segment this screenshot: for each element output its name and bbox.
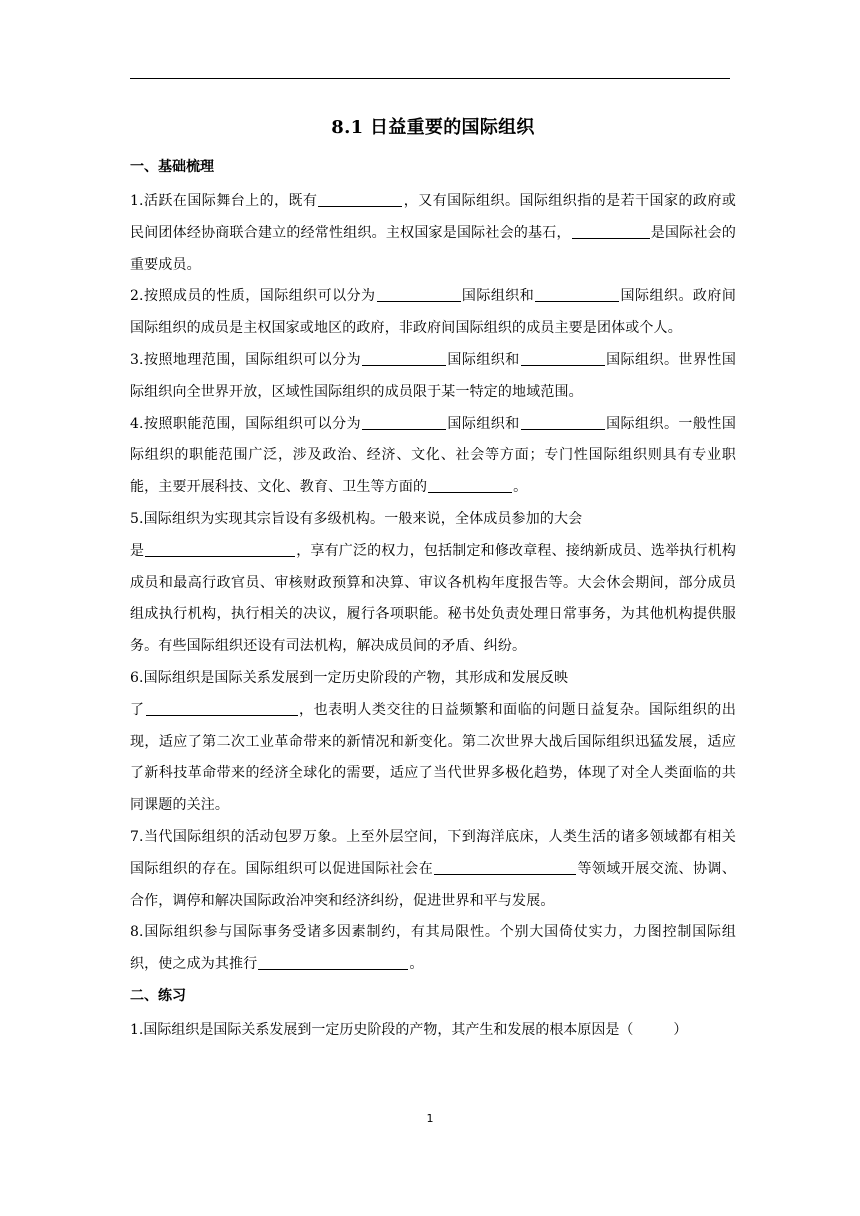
question-1-text: 1.国际组织是国际关系发展到一定历史阶段的产物，其产生和发展的根本原因是（ xyxy=(130,1021,634,1038)
paragraph-7-text-a: 7.当代国际组织的活动包罗万象。上至外层空间，下到海洋底床，人类生活的诸多领域都有相关国际组织的存在。国际组织可以促进国际社会在 xyxy=(130,828,736,877)
paragraph-5-text-a: 5.国际组织为实现其宗旨设有多级机构。一般来说，全体成员参加的大会 xyxy=(130,510,583,527)
paragraph-8-text-a: 8.国际组织参与国际事务受诸多因素制约，有其局限性。个别大国倚仗实力，力图控制国际组织，使之成为其推行 xyxy=(130,924,736,973)
paragraph-4-text-d: 。 xyxy=(513,479,528,496)
paragraph-4 xyxy=(130,409,736,504)
page-title: 8.1 日益重要的国际组织 xyxy=(331,117,535,138)
fill-blank[interactable] xyxy=(434,860,576,875)
fill-blank[interactable] xyxy=(521,415,605,430)
paragraph-3-text-b: 国际组织和 xyxy=(447,351,520,368)
paragraph-1-text-b: ，又有国际组织。国际组织指的是若干国家的政府或民间团体经协商联合建立的经常性组织。主权国家是国际社会的基石， xyxy=(130,193,736,241)
paragraph-7-text-b: 等领域开展交流、协调、合作，调停和解决国际政治冲突和经济纠纷，促进世界和平与发展。 xyxy=(130,860,736,909)
document-body xyxy=(130,114,736,1047)
paragraph-1-text-c: 是国际社会的重要成员。 xyxy=(130,224,736,273)
paragraph-5 xyxy=(130,504,736,663)
fill-blank[interactable] xyxy=(535,287,619,302)
paragraph-2 xyxy=(130,281,736,345)
paragraph-6-text-c: ，也表明人类交往的日益频繁和面临的问题日益复杂。国际组织的出现，适应了第二次工业革命带来的新情况和新变化。第二次世界大战后国际组织迅猛发展，适应了新科技革命带来的经济全球化的需要，适应了当代世界多极化趋势，体现了对全人类面临的共同课题的关注。 xyxy=(130,701,737,814)
fill-blank[interactable] xyxy=(318,192,402,207)
paragraph-1 xyxy=(130,186,736,281)
section-heading-practice: 二、练习 xyxy=(130,987,186,1004)
header-rule xyxy=(130,78,730,79)
paragraph-8 xyxy=(130,917,736,981)
fill-blank[interactable] xyxy=(362,351,446,366)
fill-blank[interactable] xyxy=(377,287,461,302)
paragraph-6-text-b: 了 xyxy=(130,701,145,718)
fill-blank[interactable] xyxy=(572,224,650,239)
paragraph-7 xyxy=(130,822,736,917)
fill-blank[interactable] xyxy=(362,415,446,430)
question-1-close: ） xyxy=(673,1021,688,1038)
paragraph-4-text-a: 4.按照职能范围，国际组织可以分为 xyxy=(130,415,362,432)
question-1 xyxy=(130,1015,736,1047)
paragraph-6 xyxy=(130,663,736,822)
page-number: 1 xyxy=(426,1112,434,1125)
fill-blank[interactable] xyxy=(145,542,295,557)
paragraph-3 xyxy=(130,345,736,409)
paragraph-3-text-c: 国际组织。世界性国际组织向全世界开放，区域性国际组织的成员限于某一特定的地域范围。 xyxy=(130,351,736,400)
paragraph-6-text-a: 6.国际组织是国际关系发展到一定历史阶段的产物，其形成和发展反映 xyxy=(130,669,569,686)
section-heading-basics: 一、基础梳理 xyxy=(130,159,214,175)
fill-blank[interactable] xyxy=(146,701,298,716)
paragraph-8-text-b: 。 xyxy=(409,956,424,973)
fill-blank[interactable] xyxy=(428,478,512,493)
paragraph-4-text-c: 国际组织。一般性国际组织的职能范围广泛，涉及政治、经济、文化、社会等方面；专门性国际组织则具有专业职能，主要开展科技、文化、教育、卫生等方面的 xyxy=(130,415,736,496)
paragraph-5-text-c: ，享有广泛的权力，包括制定和修改章程、接纳新成员、选举执行机构成员和最高行政官员、审核财政预算和决算、审议各机构年度报告等。大会休会期间，部分成员组成执行机构，执行相关的决议，履行各项职能。秘书处负责处理日常事务，为其他机构提供服务。有些国际组织还设有司法机构，解决成员间的矛盾、纠纷。 xyxy=(130,542,736,655)
paragraph-4-text-b: 国际组织和 xyxy=(447,415,520,432)
paragraph-2-text-a: 2.按照成员的性质，国际组织可以分为 xyxy=(130,288,376,305)
paragraph-5-text-b: 是 xyxy=(130,542,145,559)
paragraph-2-text-b: 国际组织和 xyxy=(461,288,535,305)
paragraph-3-text-a: 3.按照地理范围，国际组织可以分为 xyxy=(130,351,362,368)
fill-blank[interactable] xyxy=(258,955,408,970)
paragraph-1-text-a: 1.活跃在国际舞台上的，既有 xyxy=(130,193,318,209)
paragraph-2-text-c: 国际组织。政府间国际组织的成员是主权国家或地区的政府，非政府间国际组织的成员主要是团体或个人。 xyxy=(130,288,737,337)
fill-blank[interactable] xyxy=(521,351,605,366)
